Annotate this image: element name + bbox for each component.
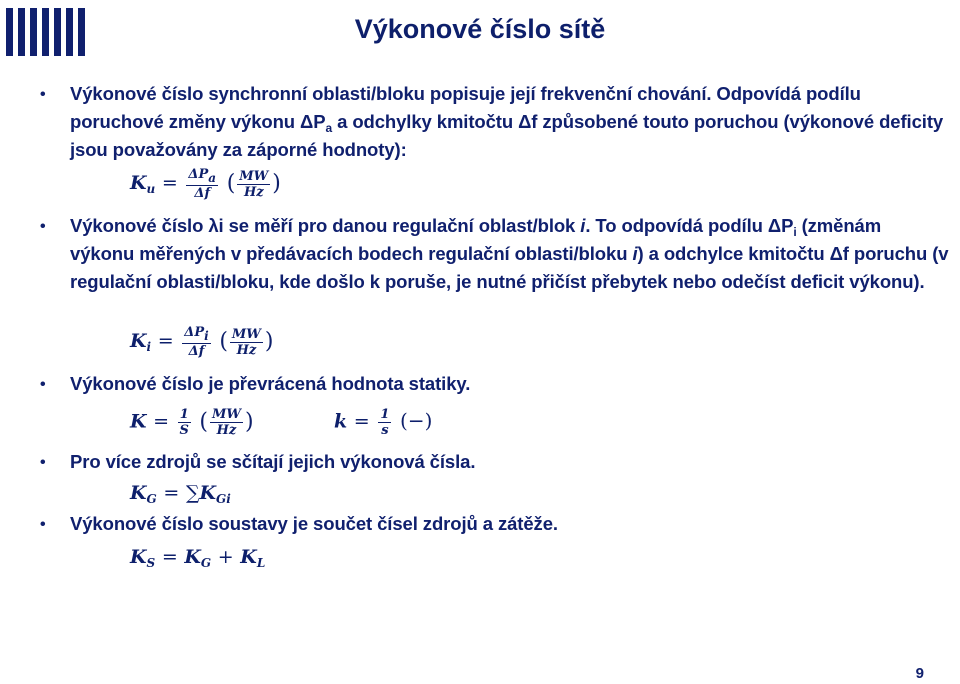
bullet-2-sub: i xyxy=(793,225,797,239)
bullet-dot: • xyxy=(40,516,46,533)
bullet-2-part-b: . To odpovídá podílu ΔP xyxy=(585,215,794,236)
bullet-dot: • xyxy=(40,86,46,103)
bullet-2-part-c: (změnám výkonu měřených v předávacích bodech regulační oblasti/bloku xyxy=(70,215,882,264)
formula-ki: $K_i$ = $\frac{\text{ΔPi}}{\Delta f}$ ( $\frac{MW}{Hz}$ ) xyxy=(130,325,274,359)
bullet-1-sub: a xyxy=(325,121,333,135)
bullet-dot: • xyxy=(40,454,46,471)
bullet-1-text xyxy=(70,80,950,164)
bullet-5-text: Výkonové číslo soustavy je součet čísel zdrojů a zátěže. xyxy=(70,513,558,534)
bullet-1-part-a: Výkonové číslo synchronní oblasti/bloku popisuje její frekvenční chování. Odpovídá podílu poruchové změny výkonu ΔP xyxy=(70,83,861,132)
bullet-1-part-b: a odchylky kmitočtu Δf způsobené touto poruchou (výkonové deficity jsou považovány za záporné hodnoty): xyxy=(70,111,944,160)
bullet-3-text: Výkonové číslo je převrácená hodnota statiky. xyxy=(70,373,471,394)
bullet-dot: • xyxy=(40,218,46,235)
bullet-dot: • xyxy=(40,376,46,393)
bullet-2-part-a: Výkonové číslo λi se měří pro danou regulační oblast/blok xyxy=(70,215,581,236)
formula-k-big: K = $\frac{1}{S}$ ( $\frac{MW}{Hz}$ ) xyxy=(130,407,254,438)
formula-ku: $K_u$ = $\frac{\text{ΔPa}}{\Delta f}$ ( $\frac{MW}{Hz}$ ) xyxy=(130,167,281,201)
formula-kg: $K_G = \sum K_{Gi}$ xyxy=(130,482,231,506)
bullet-2-italic-i2: i xyxy=(632,243,638,264)
page-number: 9 xyxy=(915,665,924,682)
formula-k-small: k = $\frac{1}{s}$ (−) xyxy=(334,407,433,438)
bullet-2-part-d: ) a odchylce kmitočtu Δf poruchu (v regulační oblasti/bloku, kde došlo k poruše, je nutné přičíst přebytek nebo odečíst deficit výkonu). xyxy=(70,243,949,292)
bullet-2-italic-i: i xyxy=(580,215,586,236)
bullet-4-text: Pro více zdrojů se sčítají jejich výkonová čísla. xyxy=(70,451,476,472)
slide-title: Výkonové číslo sítě xyxy=(354,14,606,44)
bullet-2-text xyxy=(70,212,950,296)
formula-ks: $K_S = K_G + K_L$ xyxy=(130,546,266,570)
